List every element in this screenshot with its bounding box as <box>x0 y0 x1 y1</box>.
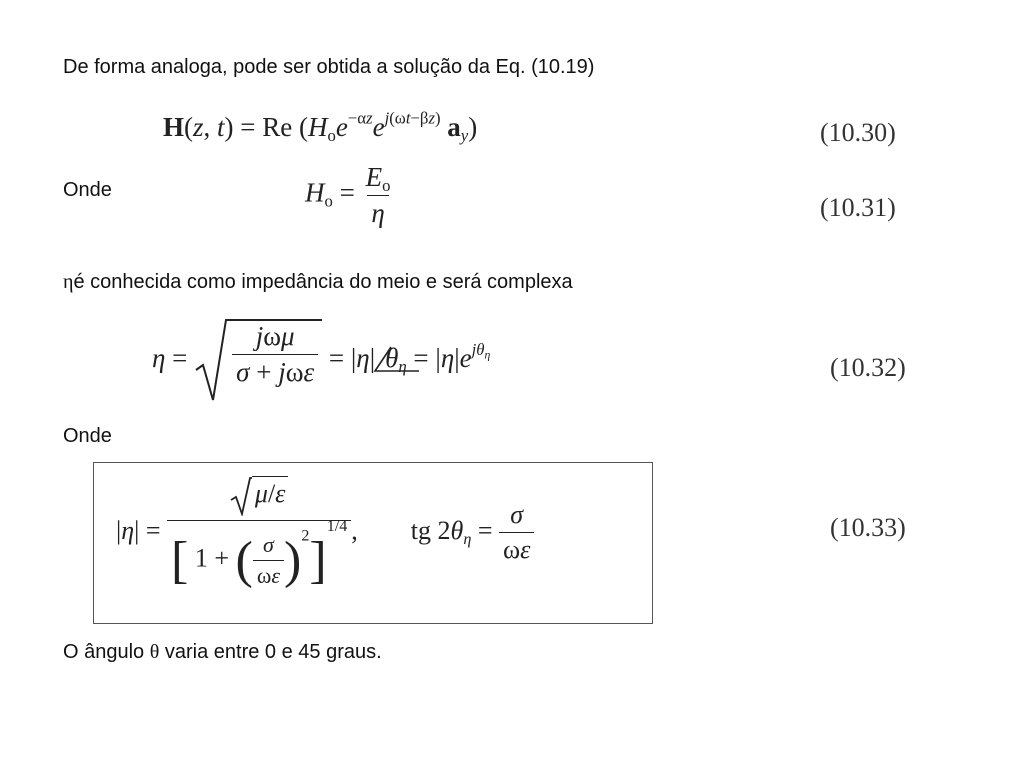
angle-prefix: O ângulo <box>63 641 150 663</box>
onde-label-1: Onde <box>63 179 112 201</box>
equation-number-10-31: (10.31) <box>820 193 896 222</box>
eta-symbol: η <box>63 271 74 293</box>
angle-range-text <box>63 640 382 664</box>
onde-label-2: Onde <box>63 425 112 447</box>
equation-number-10-30: (10.30) <box>820 118 896 147</box>
eta-description-text: é conhecida como impedância do meio e será complexa <box>73 271 573 293</box>
equation-number-10-33: (10.33) <box>830 513 906 542</box>
equation-10-30: H(z, t) = Re ($H_oe^{-\alpha z}e^{j(\omega t-\beta z)}$ $a_y$) <box>163 108 478 146</box>
sqrt-sign <box>194 318 228 404</box>
equation-10-32: η = $\frac{\text{jωμ}}{\text{σ + jωε}}$ = |η| $\theta_\eta = |\eta|e^{j\theta_\eta}$ <box>152 318 490 404</box>
equation-10-31: $H_o$ = $\frac{E_o}{\eta}$ <box>305 162 391 228</box>
equation-10-33: |η| = μ/ε [ 1 + ( $\frac{\sigma}{\omega\varepsilon}$ )$^2$]$^{1/4}$ , tg $2\theta_\eta$ = $\frac{\sigma}{\omega\varepsilon}$ <box>116 476 534 590</box>
theta-symbol: θ <box>149 641 160 663</box>
angle-suffix: varia entre 0 e 45 graus. <box>159 641 382 663</box>
intro-text: De forma analoga, pode ser obtida a solução da Eq. (10.19) <box>63 56 595 78</box>
equation-number-10-32: (10.32) <box>830 353 906 382</box>
eta-description <box>63 270 573 294</box>
